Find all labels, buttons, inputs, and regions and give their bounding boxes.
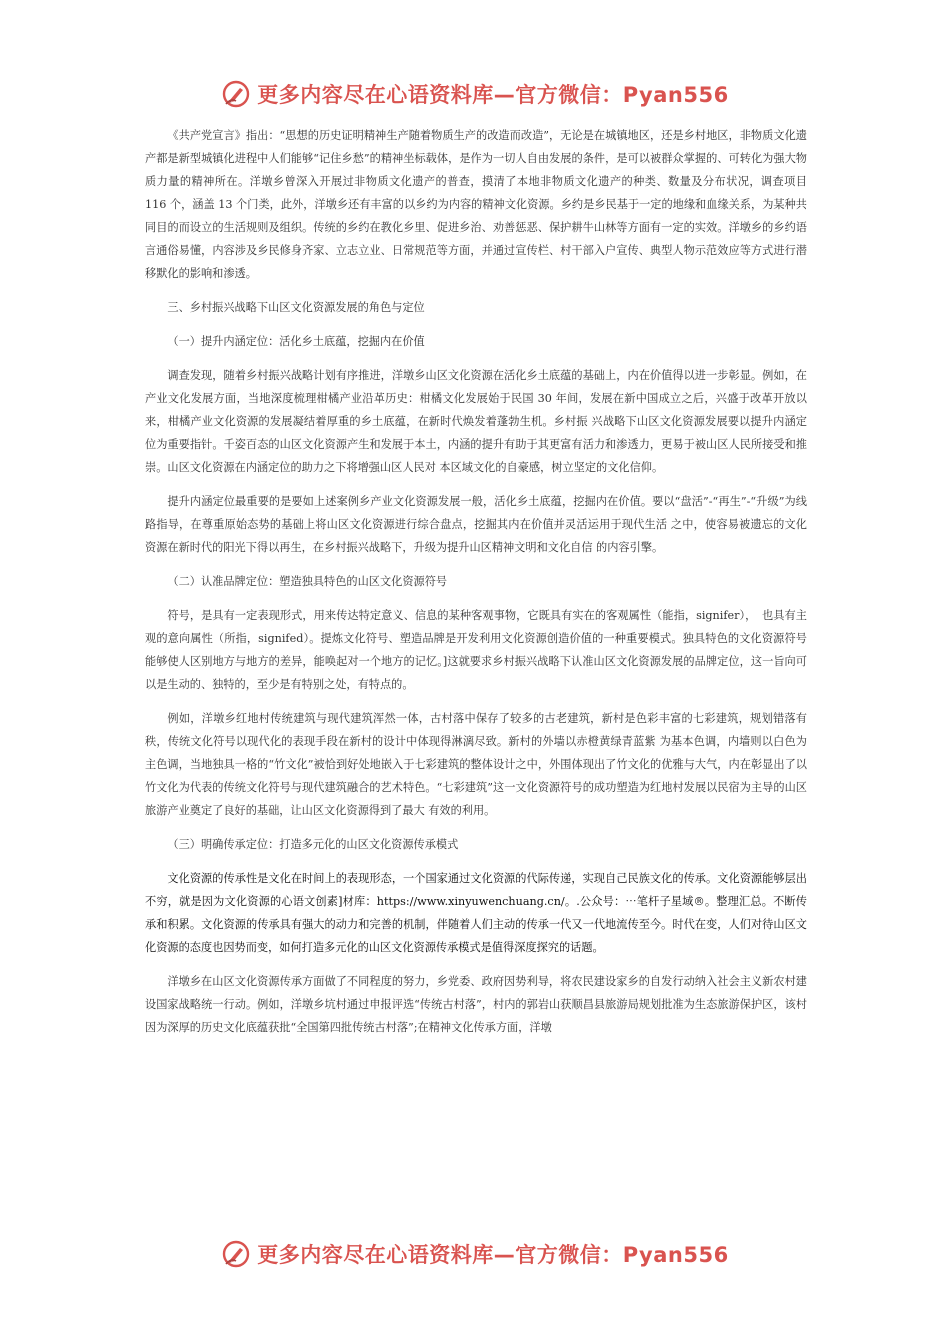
header-banner — [0, 74, 950, 114]
subsection-heading-3: （三）明确传承定位：打造多元化的山区文化资源传承模式 — [167, 838, 459, 851]
paragraph-intro: 《共产党宣言》指出：“思想的历史证明精神生产随着物质生产的改造而改造”，无论是在城镇地区，还是乡村地区，非物质文化遗产都是新型城镇化进程中人们能够“记住乡愁”的精神坐标载体，是作为一切人自由发展的条件，是可以被群众掌握的、可转化为强大物质力量的精神所在。洋墩乡曾深入开展过非物质文化遗产的普查，摸清了本地非物质文化遗产的种类、数量及分布状况，调查项目 116 个，涵盖 13 个门类，此外，洋墩乡还有丰富的以乡约为内容的精神文化资源。乡约是乡民基于一定的地缘和血缘关系，为某种共同目的而设立的生活规则及组织。传统的乡约在教化乡里、促进乡治、劝善惩恶、保护耕牛山林等方面有一定的实效。洋墩乡的乡约语言通俗易懂，内容涉及乡民修身齐家、立志立业、日常规范等方面，并通过宣传栏、村干部入户宣传、典型人物示范效应等方式进行潜移默化的影响和渗透。 — [145, 129, 807, 280]
paragraph-symbol: 符号，是具有一定表现形式，用来传达特定意义、信息的某种客观事物，它既具有实在的客观属性（能指，signifer）， 也具有主观的意向属性（所指，signifed）。提炼文化符号、塑造品牌是开发利用文化资源创造价值的一种重要模式。独具特色的文化资源符号能够使人区别地方与地方的差异，能唤起对一个地方的记忆。]这就要求乡村振兴战略下认准山区文化资源发展的品牌定位，这一旨向可以是生动的、独特的，至少是有特别之处，有特点的。 — [145, 609, 807, 691]
paragraph-example: 例如，洋墩乡红地村传统建筑与现代建筑浑然一体，古村落中保存了较多的古老建筑，新村是色彩丰富的七彩建筑，规划错落有秩，传统文化符号以现代化的表现手段在新村的设计中体现得淋漓尽致。新村的外墙以赤橙黄绿青蓝紫 为基本色调，内墙则以白色为主色调，当地独具一格的“竹文化”被恰到好处地嵌入于七彩建筑的整体设计之中，外围体现出了竹文化的优雅与大气，内在彰显出了以竹文化为代表的传统文化符号与现代建筑融合的艺术特色。“七彩建筑”这一文化资源符号的成功塑造为红地村发展以民宿为主导的山区旅游产业奠定了良好的基础，让山区文化资源得到了最大 有效的利用。 — [145, 712, 807, 817]
hand-writing-logo-icon — [221, 79, 251, 109]
document-body — [145, 124, 807, 1050]
subsection-heading-1: （一）提升内涵定位：活化乡土底蕴，挖掘内在价值 — [167, 335, 425, 348]
paragraph-connotation: 提升内涵定位最重要的是要如上述案例乡产业文化资源发展一般，活化乡土底蕴，挖掘内在价值。要以“盘活”-“再生”-“升级”为线路指导，在尊重原始态势的基础上将山区文化资源进行综合盘点，挖掘其内在价值并灵活运用于现代生活 之中，使容易被遗忘的文化资源在新时代的阳光下得以再生，在乡村振兴战略下，升级为提升山区精神文明和文化自信 的内容引擎。 — [145, 495, 807, 554]
subsection-heading-2: （二）认准品牌定位：塑造独具特色的山区文化资源符号 — [167, 575, 448, 588]
paragraph-survey: 调查发现，随着乡村振兴战略计划有序推进，洋墩乡山区文化资源在活化乡土底蕴的基础上，内在价值得以进一步彰显。例如，在产业文化发展方面，当地深度梳理柑橘产业沿革历史：柑橘文化发展始于民国 30 年间，发展在新中国成立之后，兴盛于改革开放以来，柑橘产业文化资源的发展凝结着厚重的乡土底蕴，在新时代焕发着蓬勃生机。乡村振 兴战略下山区文化资源发展要以提升内涵定位为重要指针。千姿百态的山区文化资源产生和发展于本土，内涵的提升有助于其更富有活力和渗透力，更易于被山区人民所接受和推崇。山区文化资源在内涵定位的助力之下将增强山区人民对 本区域文化的自豪感，树立坚定的文化信仰。 — [145, 369, 807, 474]
section-heading: 三、乡村振兴战略下山区文化资源发展的角色与定位 — [167, 301, 425, 314]
banner-text: 更多内容尽在心语资料库—官方微信：Pyan556 — [257, 83, 729, 107]
footer-banner — [0, 1234, 950, 1274]
paragraph-yangdun: 洋墩乡在山区文化资源传承方面做了不同程度的努力，乡党委、政府因势利导，将农民建设家乡的自发行动纳入社会主义新农村建设国家战略统一行动。例如，洋墩乡坑村通过申报评选“传统古村落”，村内的郭岩山获顺昌县旅游局规划批准为生态旅游保护区，该村因为深厚的历史文化底蕴获批“全国第四批传统古村落”;在精神文化传承方面，洋墩 — [145, 975, 807, 1034]
banner-text: 更多内容尽在心语资料库—官方微信：Pyan556 — [257, 1243, 729, 1267]
hand-writing-logo-icon — [221, 1239, 251, 1269]
paragraph-inheritance: 文化资源的传承性是文化在时间上的表现形态，一个国家通过文化资源的代际传递，实现自己民族文化的传承。文化资源能够层出不穷，就是因为文化资源的心语文创素]材库：https://www.xinyuwenchuang.cn/。.公众号：⋯笔杆子星域®。整理汇总。不断传承和积累。文化资源的传承具有强大的动力和完善的机制，伴随着人们主动的传承一代又一代地流传至今。时代在变，人们对待山区文化资源的态度也因势而变，如何打造多元化的山区文化资源传承模式是值得深度探究的话题。 — [145, 872, 807, 954]
